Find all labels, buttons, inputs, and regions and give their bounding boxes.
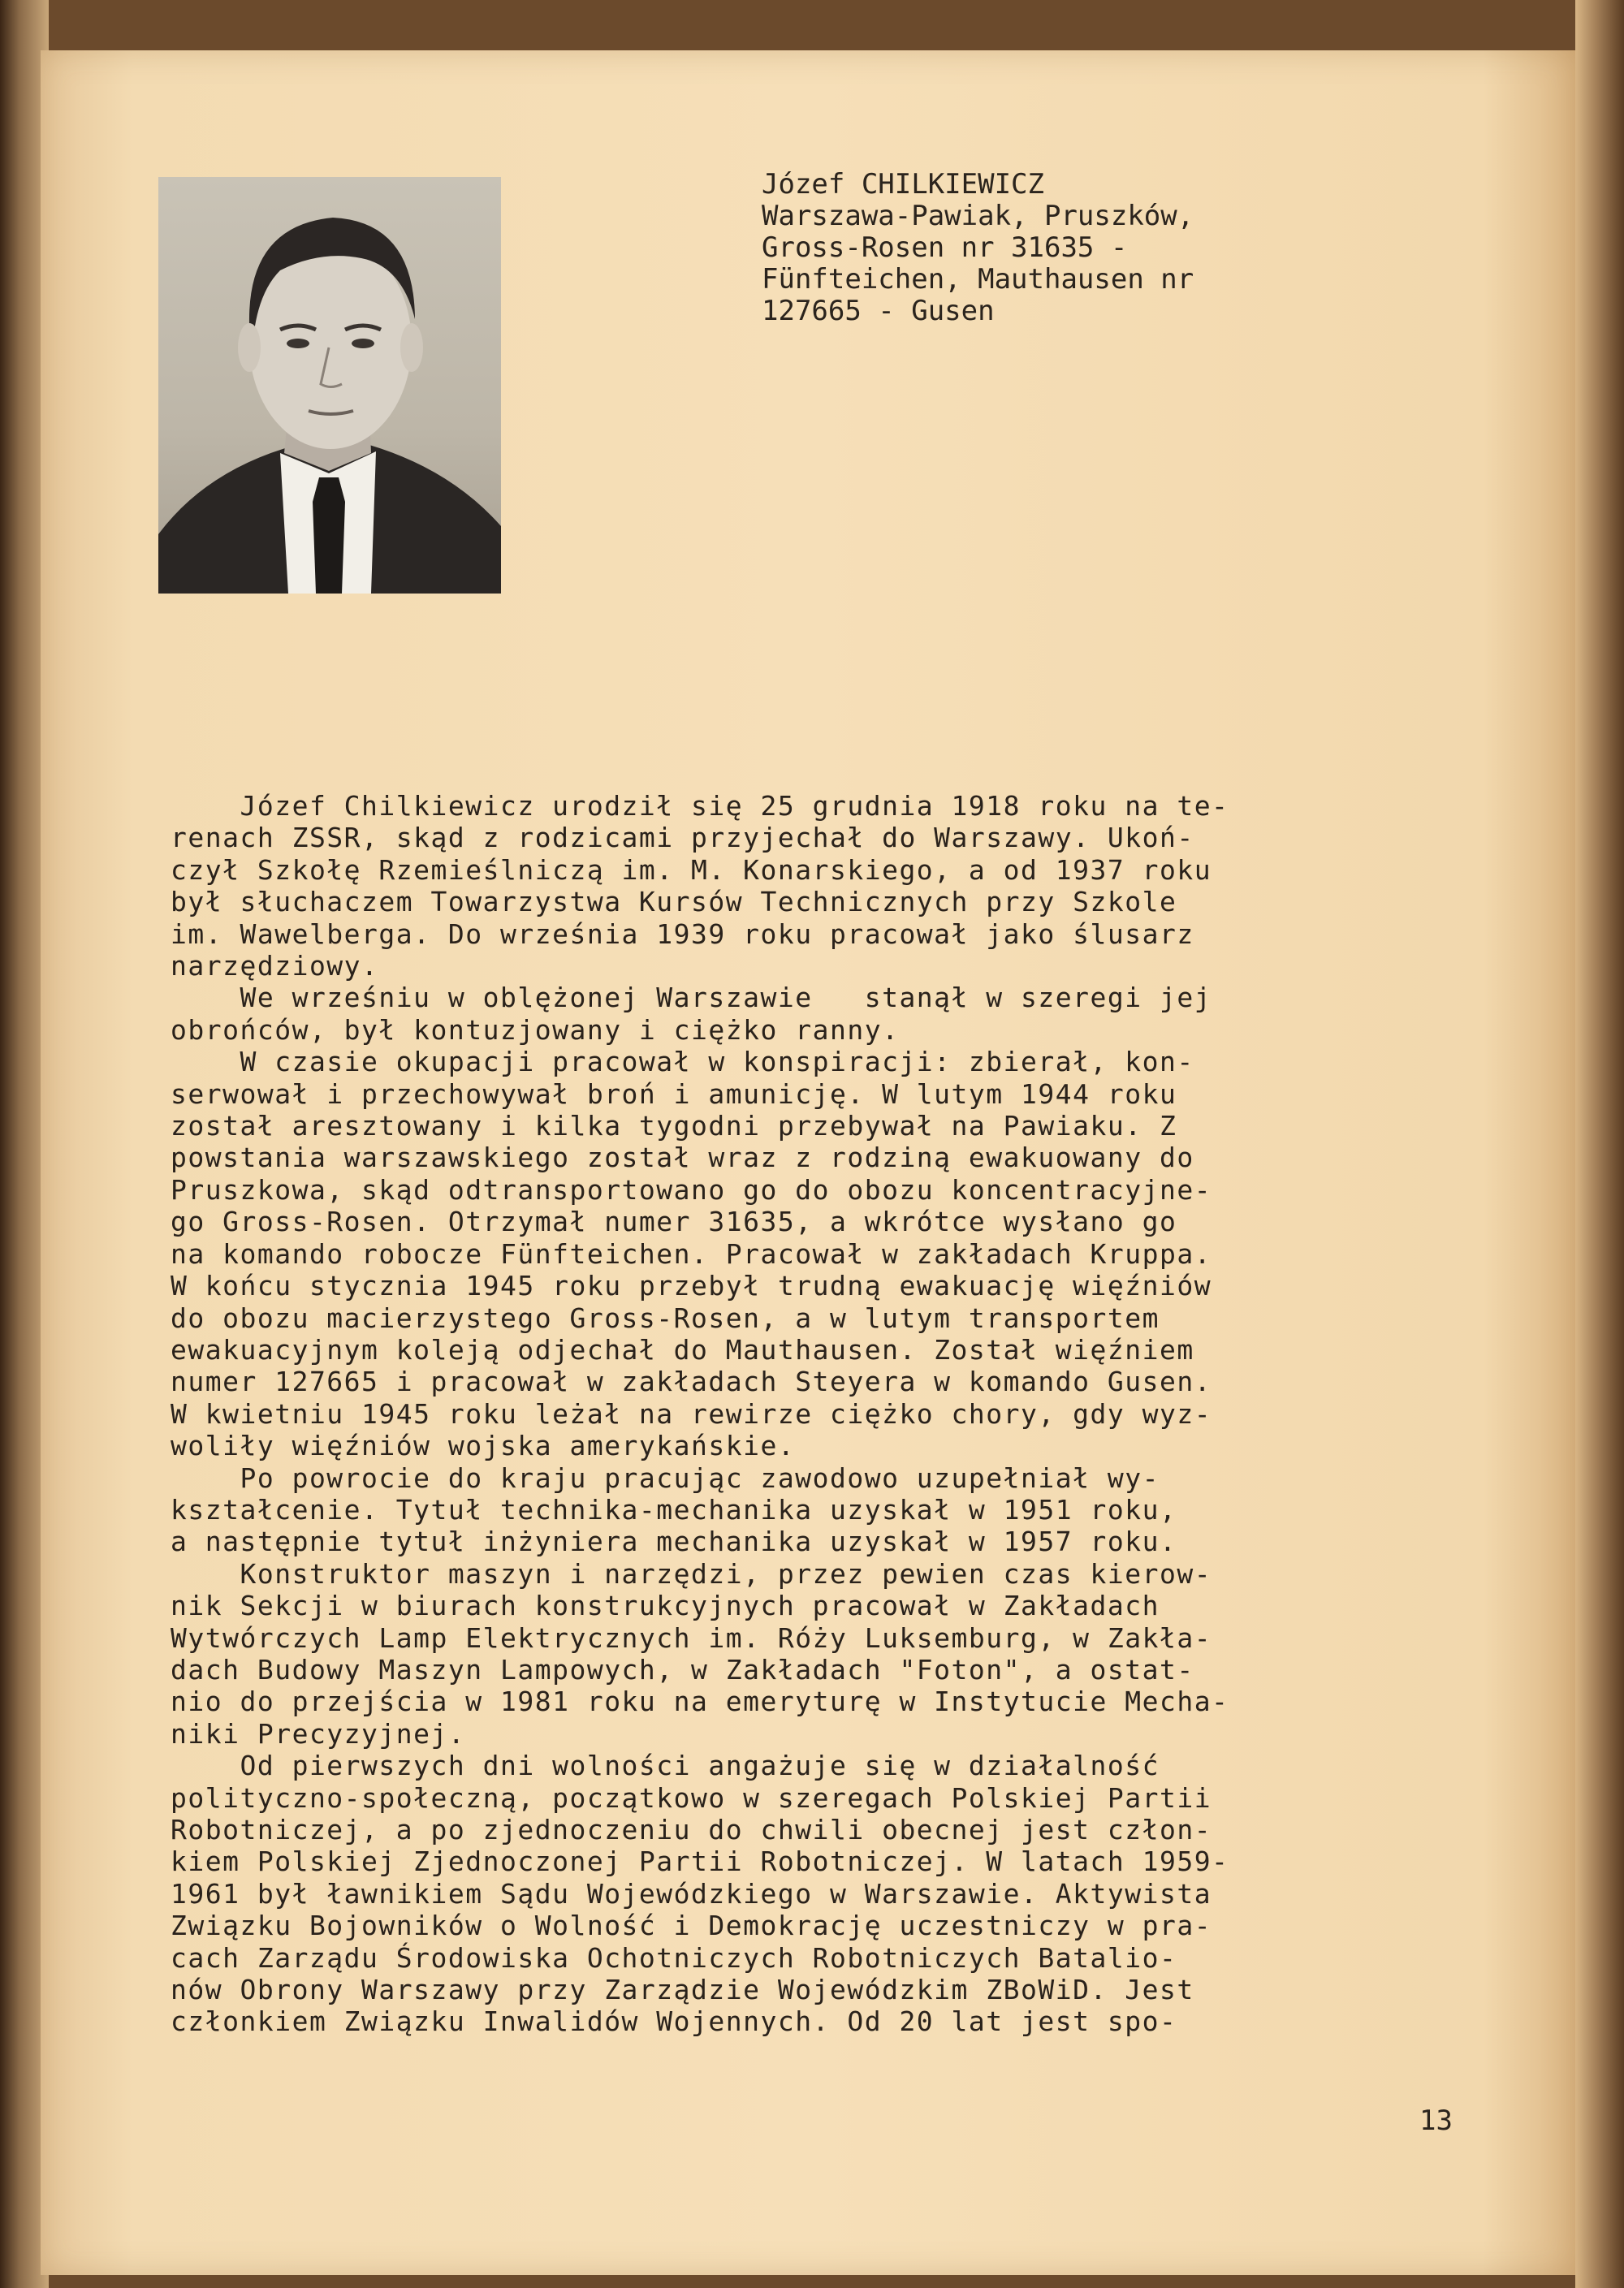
body-line: obrońców, był kontuzjowany i ciężko ranny. — [171, 1013, 900, 1046]
body-line: kształcenie. Tytuł technika-mechanika uzyskał w 1951 roku, — [171, 1493, 1177, 1526]
body-line: do obozu macierzystego Gross-Rosen, a w lutym transportem — [171, 1302, 1160, 1334]
body-line: kiem Polskiej Zjednoczonej Partii Robotniczej. W latach 1959- — [171, 1846, 1229, 1878]
body-line: ewakuacyjnym koleją odjechał do Mauthausen. Został więźniem — [171, 1333, 1194, 1366]
body-line: Robotniczej, a po zjednoczeniu do chwili obecnej jest człon- — [171, 1814, 1212, 1846]
body-line: Od pierwszych dni wolności angażuje się w działalność — [171, 1750, 1160, 1782]
page-stack-edge — [1575, 0, 1624, 2288]
header-line-camps-3: Fünfteichen, Mauthausen nr — [762, 263, 1194, 296]
biography-body — [171, 790, 1389, 2038]
body-line: nów Obrony Warszawy przy Zarządzie Wojewódzkim ZBoWiD. Jest — [171, 1974, 1194, 2006]
body-line: W końcu stycznia 1945 roku przebył trudną ewakuację więźniów — [171, 1270, 1212, 1302]
header-line-camps-1: Warszawa-Pawiak, Pruszków, — [762, 200, 1194, 232]
body-line: We wrześniu w oblężonej Warszawie stanął w szeregi jej — [171, 982, 1212, 1014]
body-line: dach Budowy Maszyn Lampowych, w Zakładach "Foton", a ostat- — [171, 1653, 1194, 1686]
body-line: renach ZSSR, skąd z rodzicami przyjechał do Warszawy. Ukoń- — [171, 822, 1194, 854]
body-line: Wytwórczych Lamp Elektrycznych im. Róży Luksemburg, w Zakła- — [171, 1621, 1212, 1654]
body-line: nik Sekcji w biurach konstrukcyjnych pracował w Zakładach — [171, 1590, 1160, 1622]
body-line: im. Wawelberga. Do września 1939 roku pracował jako ślusarz — [171, 917, 1194, 950]
page-number: 13 — [1419, 2105, 1453, 2137]
body-line: Józef Chilkiewicz urodził się 25 grudnia 1918 roku na te- — [171, 790, 1229, 822]
body-line: woliły więźniów wojska amerykańskie. — [171, 1430, 796, 1462]
body-line: go Gross-Rosen. Otrzymał numer 31635, a wkrótce wysłano go — [171, 1206, 1177, 1238]
body-line: na komando robocze Fünfteichen. Pracował w zakładach Kruppa. — [171, 1237, 1212, 1270]
body-line: był słuchaczem Towarzystwa Kursów Technicznych przy Szkole — [171, 886, 1177, 918]
portrait-photo — [158, 177, 501, 594]
body-line: narzędziowy. — [171, 950, 379, 982]
body-line: Po powrocie do kraju pracując zawodowo uzupełniał wy- — [171, 1461, 1160, 1494]
body-line: członkiem Związku Inwalidów Wojennych. Od 20 lat jest spo- — [171, 2005, 1177, 2038]
body-line: 1961 był ławnikiem Sądu Wojewódzkiego w Warszawie. Aktywista — [171, 1877, 1212, 1910]
body-line: a następnie tytuł inżyniera mechanika uzyskał w 1957 roku. — [171, 1526, 1177, 1558]
body-line: Konstruktor maszyn i narzędzi, przez pewien czas kierow- — [171, 1557, 1212, 1590]
body-line: Związku Bojowników o Wolność i Demokrację uczestniczy w pra- — [171, 1910, 1212, 1942]
body-line: polityczno-społeczną, początkowo w szeregach Polskiej Partii — [171, 1781, 1212, 1814]
body-line: cach Zarządu Środowiska Ochotniczych Robotniczych Batalio- — [171, 1941, 1177, 1974]
body-line: Pruszkowa, skąd odtransportowano go do obozu koncentracyjne- — [171, 1173, 1212, 1206]
header-name: Józef CHILKIEWICZ — [762, 168, 1044, 201]
body-line: został aresztowany i kilka tygodni przebywał na Pawiaku. Z — [171, 1110, 1177, 1142]
header-line-camps-2: Gross-Rosen nr 31635 - — [762, 231, 1128, 264]
body-line: czył Szkołę Rzemieślniczą im. M. Konarskiego, a od 1937 roku — [171, 853, 1212, 886]
biography-header — [762, 169, 1371, 327]
body-line: numer 127665 i pracował w zakładach Steyera w komando Gusen. — [171, 1366, 1212, 1398]
body-line: W kwietniu 1945 roku leżał na rewirze ciężko chory, gdy wyz- — [171, 1397, 1212, 1430]
body-line: serwował i przechowywał broń i amunicję. W lutym 1944 roku — [171, 1077, 1177, 1110]
body-line: powstania warszawskiego został wraz z rodziną ewakuowany do — [171, 1142, 1194, 1174]
header-line-camps-4: 127665 - Gusen — [762, 295, 995, 327]
body-line: nio do przejścia w 1981 roku na emeryturę w Instytucie Mecha- — [171, 1686, 1229, 1718]
body-line: niki Precyzyjnej. — [171, 1717, 466, 1750]
body-line: W czasie okupacji pracował w konspiracji: zbierał, kon- — [171, 1046, 1194, 1078]
